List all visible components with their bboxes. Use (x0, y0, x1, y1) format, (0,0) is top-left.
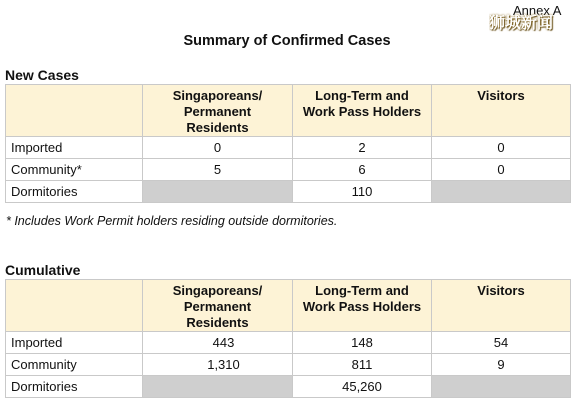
table-cell: 1,310 (143, 354, 293, 376)
table-cell: 0 (143, 137, 293, 159)
table-row (6, 181, 571, 203)
table-header-row (6, 280, 571, 332)
column-header-visitors (432, 280, 571, 332)
table-row (6, 137, 571, 159)
column-header-visitors (432, 85, 571, 137)
row-label-imported: Imported (6, 137, 143, 159)
table-cell: 443 (143, 332, 293, 354)
table-header-row (6, 85, 571, 137)
table-row (6, 354, 571, 376)
row-label-community: Community (6, 354, 143, 376)
column-header-long-term (293, 85, 432, 137)
table-row (6, 376, 571, 398)
table-cell: 5 (143, 159, 293, 181)
table-cell: 45,260 (293, 376, 432, 398)
column-header-singaporeans (143, 85, 293, 137)
column-header-label: Long-Term and Work Pass Holders (302, 283, 422, 314)
column-header-label: Singaporeans/ Permanent Residents (172, 88, 263, 135)
table-cell: 2 (293, 137, 432, 159)
column-header-label: Visitors (477, 88, 525, 103)
row-label-community: Community* (6, 159, 143, 181)
column-header-singaporeans (143, 280, 293, 332)
watermark-logo: 狮城新闻 (489, 13, 554, 32)
empty-cell (143, 376, 293, 398)
column-header-long-term (293, 280, 432, 332)
cumulative-table (5, 279, 571, 398)
row-label-imported: Imported (6, 332, 143, 354)
row-label-dormitories: Dormitories (6, 376, 143, 398)
row-label-dormitories: Dormitories (6, 181, 143, 203)
table-cell: 9 (432, 354, 571, 376)
table-cell: 54 (432, 332, 571, 354)
table-row (6, 332, 571, 354)
table-cell: 811 (293, 354, 432, 376)
empty-cell (432, 376, 571, 398)
table-cell: 0 (432, 159, 571, 181)
footnote: * Includes Work Permit holders residing outside dormitories. (6, 214, 338, 228)
header-corner-cell (6, 85, 143, 137)
table-cell: 148 (293, 332, 432, 354)
table-cell: 6 (293, 159, 432, 181)
page-title: Summary of Confirmed Cases (183, 33, 391, 49)
header-corner-cell (6, 280, 143, 332)
empty-cell (143, 181, 293, 203)
table-row (6, 159, 571, 181)
column-header-label: Visitors (477, 283, 525, 298)
column-header-label: Singaporeans/ Permanent Residents (172, 283, 263, 330)
table-cell: 0 (432, 137, 571, 159)
new-cases-table (5, 84, 571, 203)
empty-cell (432, 181, 571, 203)
column-header-label: Long-Term and Work Pass Holders (302, 88, 422, 119)
table-cell: 110 (293, 181, 432, 203)
section-heading-cumulative: Cumulative (5, 262, 81, 278)
section-heading-new-cases: New Cases (5, 67, 79, 83)
annex-label: Annex A (513, 3, 562, 18)
